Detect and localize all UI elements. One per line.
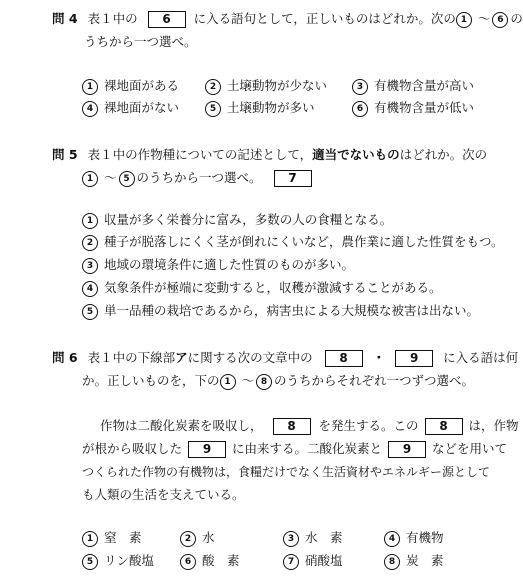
para-text-2a: が根から吸収した: [82, 441, 183, 456]
q4-option-number: 2: [205, 79, 221, 95]
q4-option-4[interactable]: [82, 100, 179, 117]
q5-option-number: 2: [82, 235, 98, 251]
q5-option-2[interactable]: [82, 234, 504, 251]
q6-range-start: 1: [220, 374, 236, 390]
q4-option-2[interactable]: [205, 78, 327, 95]
q5-option-text: 単一品種の栽培であるから，病害虫による大規模な被害は出ない。: [104, 303, 480, 318]
q5-option-text: 気象条件が極端に変動すると，収穫が激減することがある。: [104, 280, 442, 295]
q6-option-6[interactable]: [180, 553, 240, 570]
q6-option-number: 4: [384, 531, 400, 547]
q6-option-text: 酸 素: [202, 553, 240, 568]
q6-option-4[interactable]: [384, 530, 444, 547]
q5-text-b: はどれか。次の: [399, 147, 488, 162]
q6-range-end: 8: [256, 374, 272, 390]
q6-answer-box-9[interactable]: 9: [395, 350, 433, 367]
q6-option-text: 有機物: [406, 530, 444, 545]
para-text-1b: を発生する。この: [318, 418, 419, 433]
q5-option-4[interactable]: [82, 280, 442, 297]
q4-option-text: 有機物含量が低い: [374, 100, 475, 115]
q5-line1: [52, 147, 487, 163]
para-text-1a: 作物は二酸化炭素を吸収し，: [100, 418, 263, 433]
q5-label: 問 5: [52, 147, 78, 162]
q6-option-number: 2: [180, 531, 196, 547]
q5-option-number: 4: [82, 281, 98, 297]
q5-option-5[interactable]: [82, 303, 479, 320]
q4-text-c: の: [510, 11, 523, 26]
q5-option-number: 1: [82, 213, 98, 229]
q6-option-number: 5: [82, 554, 98, 570]
para-text-2b: に由来する。二酸化炭素と: [232, 441, 383, 456]
q6-option-text: 水: [202, 530, 215, 545]
q4-text-a: 表１中の: [87, 11, 138, 26]
q5-option-3[interactable]: [82, 257, 354, 274]
q6-underline-mark: ア: [175, 350, 188, 365]
q6-option-8[interactable]: [384, 553, 444, 570]
para-text-2c: などを用いて: [432, 441, 508, 456]
q4-range-sep: 〜: [477, 11, 491, 26]
q5-text-c: のうちから一つ選べ。: [136, 170, 262, 185]
para-box-9a: 9: [188, 441, 226, 458]
q4-option-number: 1: [82, 79, 98, 95]
q5-option-number: 3: [82, 258, 98, 274]
q6-option-text: 水 素: [305, 530, 343, 545]
para-box-8a: 8: [273, 418, 311, 435]
q4-option-text: 土壌動物が少ない: [227, 78, 328, 93]
q6-range-sep: 〜: [241, 373, 255, 388]
q6-option-number: 1: [82, 531, 98, 547]
q6-answer-box-8[interactable]: 8: [325, 350, 363, 367]
q6-option-1[interactable]: [82, 530, 142, 547]
q5-range-sep: 〜: [104, 170, 117, 185]
q4-option-1[interactable]: [82, 78, 179, 95]
q6-option-text: 炭 素: [406, 553, 444, 568]
q6-option-number: 6: [180, 554, 196, 570]
q6-option-number: 8: [384, 554, 400, 570]
q5-option-text: 種子が脱落しにくく茎が倒れにくいなど，農作業に適した性質をもつ。: [104, 234, 504, 249]
q6-option-number: 3: [283, 531, 299, 547]
q4-option-number: 3: [352, 79, 368, 95]
q4-line1: [52, 11, 523, 28]
q5-emphasis: 適当でないもの: [312, 147, 400, 162]
q6-label: 問 6: [52, 350, 78, 365]
q6-option-5[interactable]: [82, 553, 154, 570]
para-text-1c: は，作物: [468, 418, 519, 433]
q4-line2: うちから一つ選べ。: [84, 34, 197, 49]
q6-text-c: に入る語は何: [443, 350, 519, 365]
q4-option-number: 4: [82, 101, 98, 117]
q6-option-text: リン酸塩: [104, 553, 155, 568]
q4-option-text: 有機物含量が高い: [374, 78, 475, 93]
q6-option-2[interactable]: [180, 530, 215, 547]
q6-text-a: 表１中の下線部: [87, 350, 176, 365]
q4-option-text: 土壌動物が多い: [227, 100, 315, 115]
q6-para-line1: [100, 418, 519, 435]
q4-option-6[interactable]: [352, 100, 474, 117]
q5-range-end: 5: [119, 171, 135, 187]
q5-answer-box[interactable]: 7: [274, 170, 312, 187]
q6-text-d: か。正しいものを，下の: [82, 373, 220, 388]
q6-text-e: のうちからそれぞれ一つずつ選べ。: [274, 373, 475, 388]
q4-range-end: 6: [492, 12, 508, 28]
q6-dot: ・: [372, 350, 386, 365]
q4-option-number: 5: [205, 101, 221, 117]
q4-option-text: 裸地面がある: [104, 78, 180, 93]
q5-text-a: 表１中の作物種についての記述として，: [87, 147, 313, 162]
q6-option-number: 7: [283, 554, 299, 570]
q6-option-3[interactable]: [283, 530, 343, 547]
q4-answer-box[interactable]: 6: [148, 11, 186, 28]
q4-option-3[interactable]: [352, 78, 474, 95]
q6-option-text: 窒 素: [104, 530, 142, 545]
q5-line2: [82, 170, 316, 187]
q5-option-number: 5: [82, 304, 98, 320]
q6-text-b: に関する次の文章中の: [187, 350, 313, 365]
q6-line1: [52, 350, 518, 367]
para-box-8b: 8: [425, 418, 463, 435]
q4-option-text: 裸地面がない: [104, 100, 180, 115]
q6-para-line2: [82, 441, 507, 458]
q6-option-7[interactable]: [283, 553, 343, 570]
q4-text-b: に入る語句として，正しいものはどれか。次の: [193, 11, 456, 26]
q6-line2: [82, 373, 474, 390]
q6-para-line4: も人類の生活を支えている。: [82, 487, 245, 502]
q5-option-text: 収量が多く栄養分に富み，多数の人の食糧となる。: [104, 212, 393, 227]
q5-option-text: 地域の環境条件に適した性質のものが多い。: [104, 257, 355, 272]
para-box-9b: 9: [388, 441, 426, 458]
q4-option-number: 6: [352, 101, 368, 117]
q6-option-text: 硝酸塩: [305, 553, 343, 568]
q5-range-start: 1: [82, 171, 98, 187]
q4-label: 問 4: [52, 11, 78, 26]
q6-para-line3: つくられた作物の有機物は，食糧だけでなく生活資材やエネルギー源として: [82, 465, 491, 479]
q4-option-5[interactable]: [205, 100, 315, 117]
q4-range-start: 1: [456, 12, 472, 28]
q5-option-1[interactable]: [82, 212, 392, 229]
